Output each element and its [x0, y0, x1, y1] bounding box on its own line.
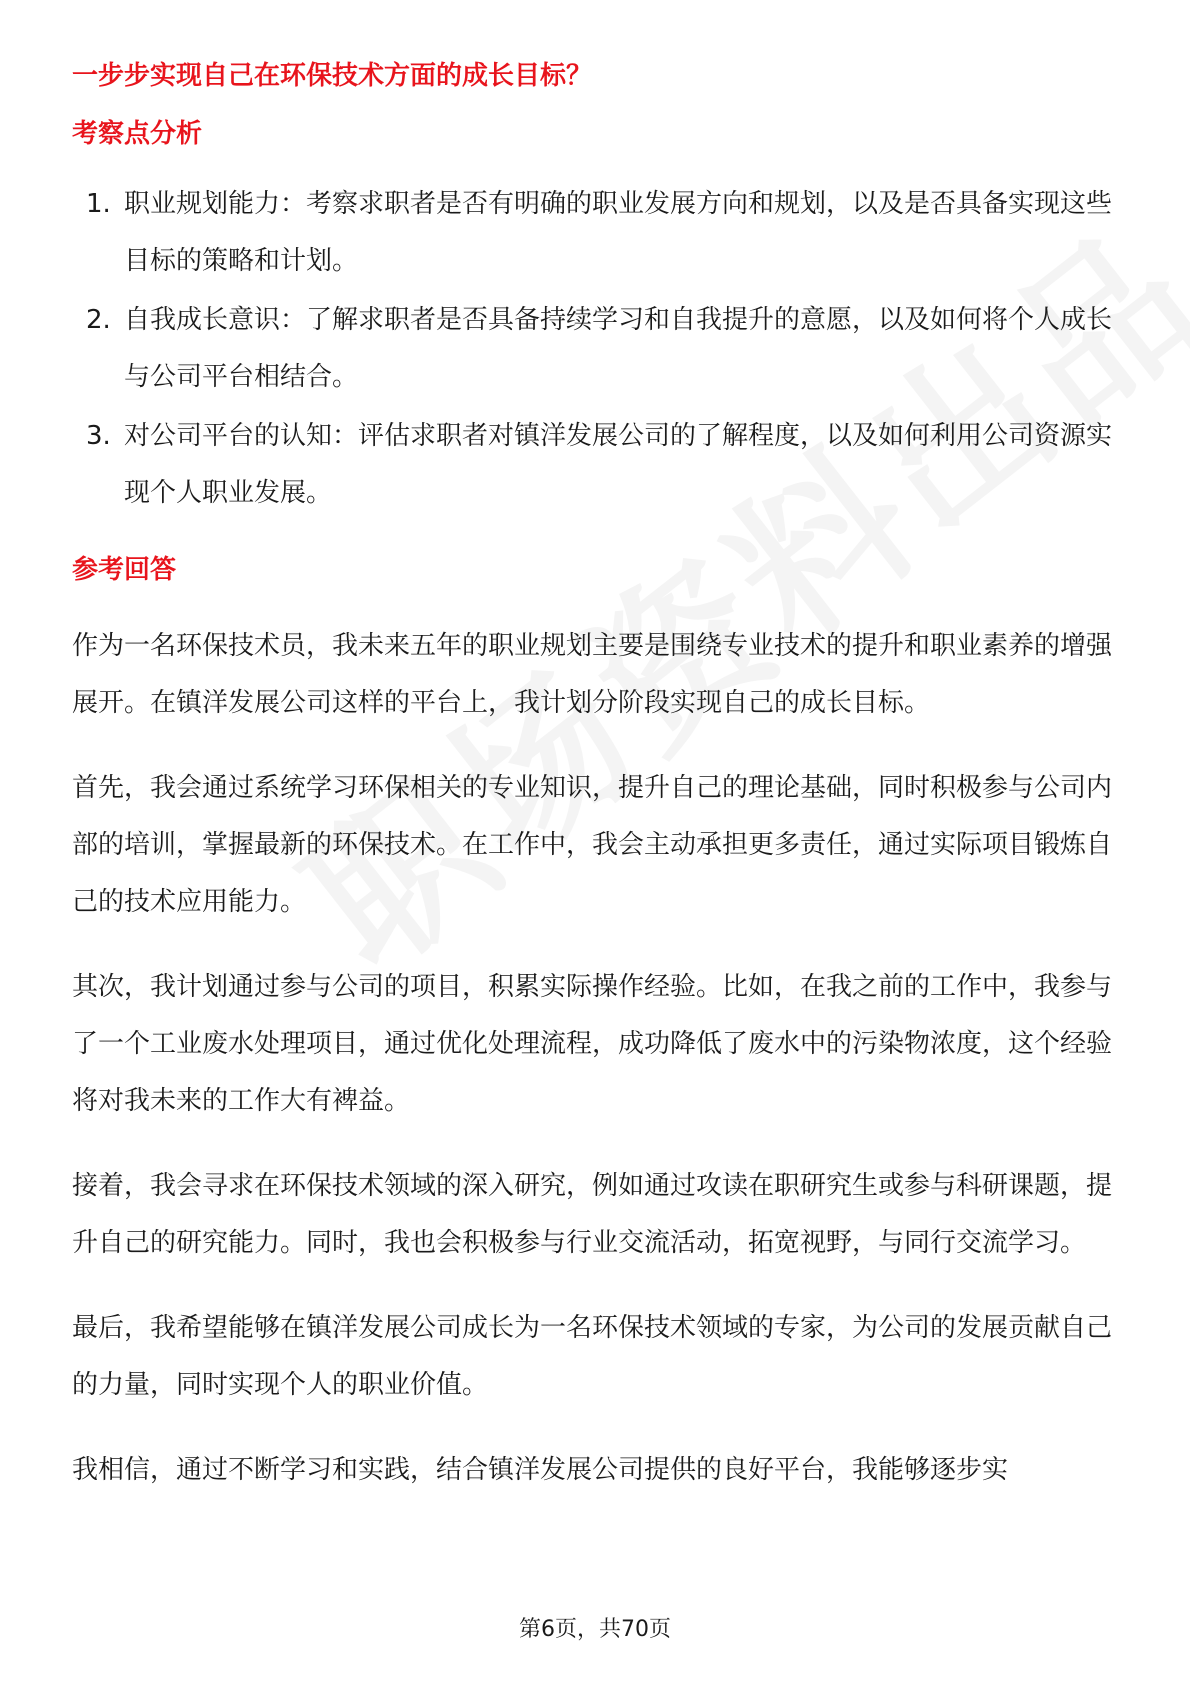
page-footer: 第6页，共70页: [519, 1617, 671, 1642]
question-title: 一步步实现自己在环保技术方面的成长目标？: [72, 61, 593, 91]
answer-paragraph: 首先，我会通过系统学习环保相关的专业知识，提升自己的理论基础，同时积极参与公司内部的培训，掌握最新的环保技术。在工作中，我会主动承担更多责任，通过实际项目锻炼自己的技术应用能力。: [72, 773, 1113, 917]
analysis-section-title: 考察点分析: [72, 119, 203, 149]
point-number: 1.: [86, 189, 111, 219]
answer-section-title: 参考回答: [72, 555, 177, 585]
analysis-point: [72, 292, 1118, 406]
point-number: 2.: [86, 305, 111, 335]
answer-paragraph: 接着，我会寻求在环保技术领域的深入研究，例如通过攻读在职研究生或参与科研课题，提升自己的研究能力。同时，我也会积极参与行业交流活动，拓宽视野，与同行交流学习。: [72, 1171, 1113, 1258]
point-text: 自我成长意识：了解求职者是否具备持续学习和自我提升的意愿，以及如何将个人成长与公司平台相结合。: [124, 305, 1113, 392]
point-text: 对公司平台的认知：评估求职者对镇洋发展公司的了解程度，以及如何利用公司资源实现个人职业发展。: [124, 421, 1113, 508]
answer-paragraph: 我相信，通过不断学习和实践，结合镇洋发展公司提供的良好平台，我能够逐步实: [72, 1455, 1009, 1485]
answer-paragraph: 其次，我计划通过参与公司的项目，积累实际操作经验。比如，在我之前的工作中，我参与了一个工业废水处理项目，通过优化处理流程，成功降低了废水中的污染物浓度，这个经验将对我未来的工作大有裨益。: [72, 972, 1113, 1116]
answer-paragraph: 最后，我希望能够在镇洋发展公司成长为一名环保技术领域的专家，为公司的发展贡献自己的力量，同时实现个人的职业价值。: [72, 1313, 1113, 1400]
page-content: [72, 56, 1118, 1527]
analysis-point: [72, 408, 1118, 522]
answer-paragraph: 作为一名环保技术员，我未来五年的职业规划主要是围绕专业技术的提升和职业素养的增强展开。在镇洋发展公司这样的平台上，我计划分阶段实现自己的成长目标。: [72, 631, 1113, 718]
point-text: 职业规划能力：考察求职者是否有明确的职业发展方向和规划，以及是否具备实现这些目标的策略和计划。: [124, 189, 1113, 276]
analysis-point: [72, 176, 1118, 290]
analysis-points-list: [72, 176, 1118, 522]
point-number: 3.: [86, 421, 111, 451]
